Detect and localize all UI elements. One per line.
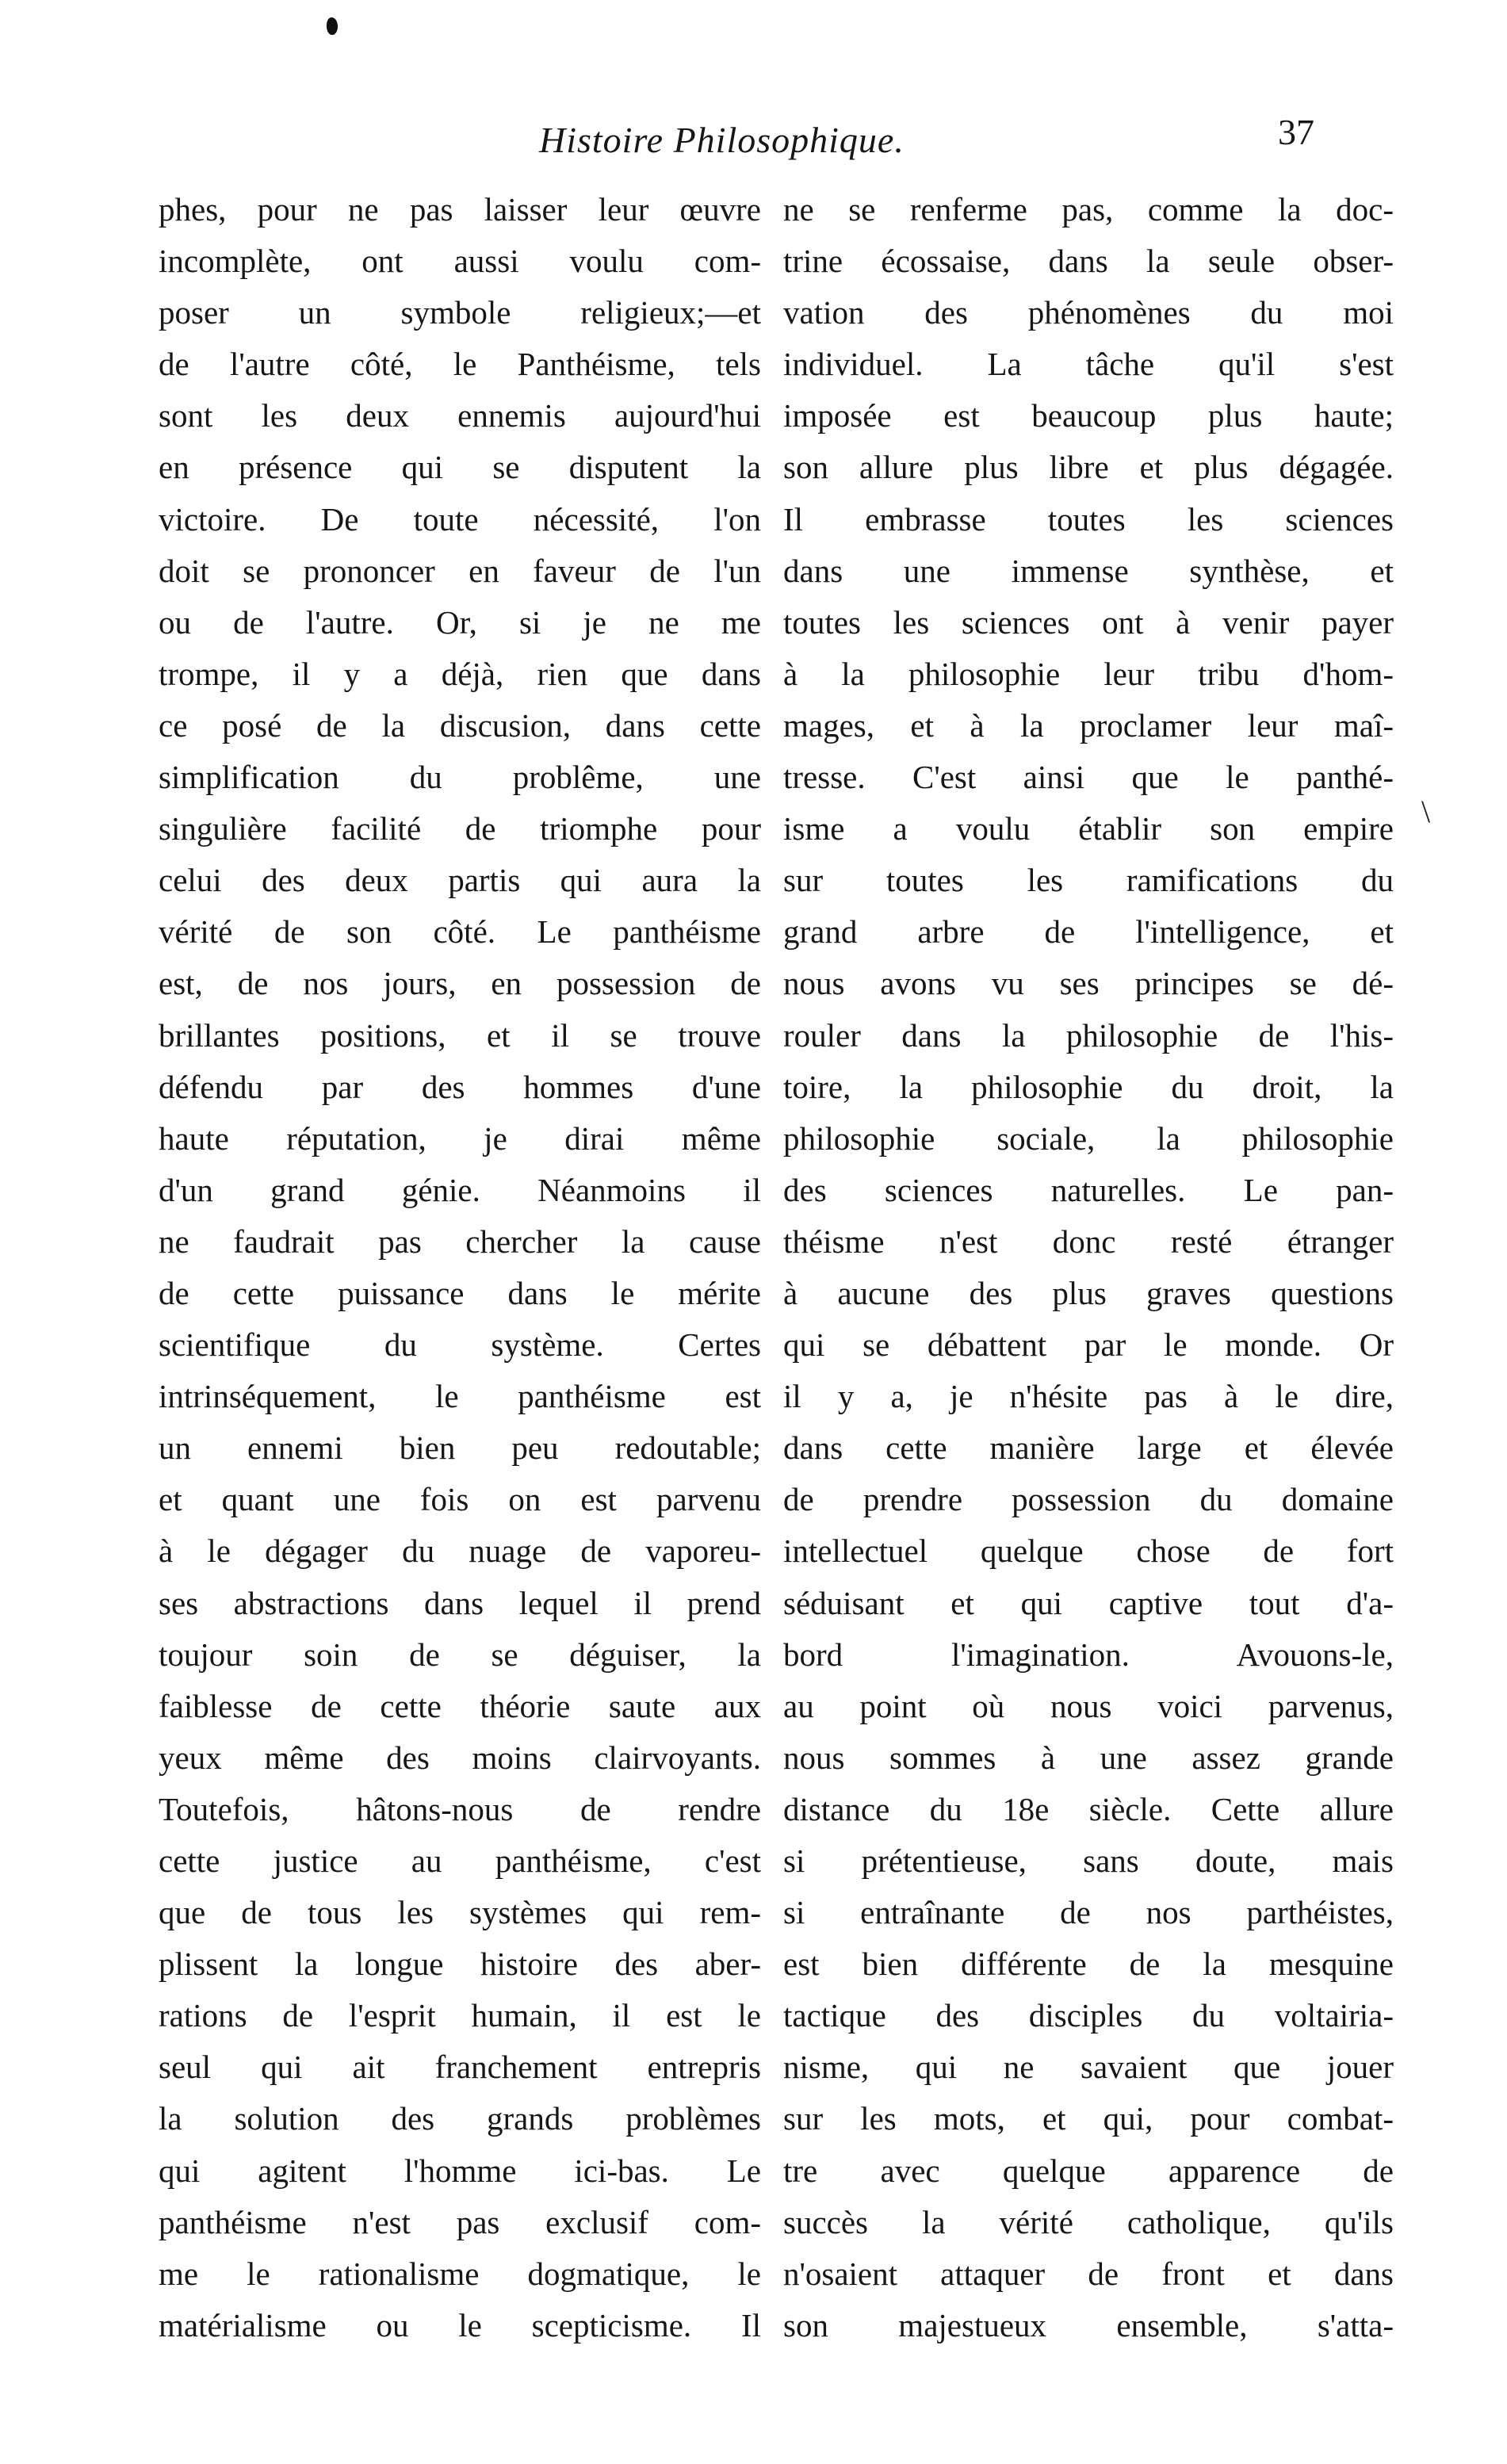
text-line: nous avons vu ses principes se dé-: [783, 965, 1394, 1002]
text-line: toujour soin de se déguiser, la: [159, 1636, 761, 1673]
right-text-column: [783, 184, 1394, 2351]
text-line: n'osaient attaquer de front et dans: [783, 2255, 1394, 2292]
text-line: philosophie sociale, la philosophie: [783, 1119, 1394, 1157]
text-line: qui agitent l'homme ici-bas. Le: [159, 2152, 761, 2189]
text-line: dans une immense synthèse, et: [783, 552, 1394, 589]
text-line: qui se débattent par le monde. Or: [783, 1326, 1394, 1364]
text-line: de prendre possession du domaine: [783, 1481, 1394, 1518]
text-line: poser un symbole religieux;—et: [159, 294, 761, 331]
text-line: si prétentieuse, sans doute, mais: [783, 1842, 1394, 1879]
margin-mark: \: [1421, 794, 1431, 829]
text-line: brillantes positions, et il se trouve: [159, 1016, 761, 1054]
text-line: mages, et à la proclamer leur maî-: [783, 706, 1394, 744]
text-line: me le rationalisme dogmatique, le: [159, 2255, 761, 2292]
text-line: tactique des disciples du voltairia-: [783, 1997, 1394, 2034]
text-line: individuel. La tâche qu'il s'est: [783, 346, 1394, 383]
text-line: distance du 18e siècle. Cette allure: [783, 1790, 1394, 1827]
text-line: ne faudrait pas chercher la cause: [159, 1222, 761, 1260]
text-line: est, de nos jours, en possession de: [159, 965, 761, 1002]
ink-speck: [327, 17, 338, 35]
text-line: singulière facilité de triomphe pour: [159, 810, 761, 847]
text-line: à aucune des plus graves questions: [783, 1274, 1394, 1311]
text-line: à la philosophie leur tribu d'hom-: [783, 655, 1394, 692]
text-line: tre avec quelque apparence de: [783, 2152, 1394, 2189]
text-line: en présence qui se disputent la: [159, 449, 761, 486]
text-line: vation des phénomènes du moi: [783, 294, 1394, 331]
text-line: Il embrasse toutes les sciences: [783, 500, 1394, 538]
text-line: grand arbre de l'intelligence, et: [783, 913, 1394, 951]
text-line: que de tous les systèmes qui rem-: [159, 1894, 761, 1931]
text-line: vérité de son côté. Le panthéisme: [159, 913, 761, 951]
text-line: tresse. C'est ainsi que le panthé-: [783, 759, 1394, 796]
text-line: scientifique du système. Certes: [159, 1326, 761, 1364]
left-text-column: [159, 184, 761, 2351]
text-line: au point où nous voici parvenus,: [783, 1687, 1394, 1724]
text-line: toire, la philosophie du droit, la: [783, 1068, 1394, 1105]
text-line: nous sommes à une assez grande: [783, 1739, 1394, 1776]
text-line: imposée est beaucoup plus haute;: [783, 397, 1394, 434]
text-line: séduisant et qui captive tout d'a-: [783, 1584, 1394, 1621]
text-line: intrinséquement, le panthéisme est: [159, 1378, 761, 1415]
text-line: toutes les sciences ont à venir payer: [783, 603, 1394, 641]
text-line: victoire. De toute nécessité, l'on: [159, 500, 761, 538]
text-line: plissent la longue histoire des aber-: [159, 1946, 761, 1983]
text-line: ou de l'autre. Or, si je ne me: [159, 603, 761, 641]
text-line: est bien différente de la mesquine: [783, 1946, 1394, 1983]
text-line: ce posé de la discusion, dans cette: [159, 706, 761, 744]
text-line: succès la vérité catholique, qu'ils: [783, 2203, 1394, 2240]
text-line: faiblesse de cette théorie saute aux: [159, 1687, 761, 1724]
text-line: sur les mots, et qui, pour combat-: [783, 2100, 1394, 2137]
text-line: des sciences naturelles. Le pan-: [783, 1171, 1394, 1208]
text-line: dans cette manière large et élevée: [783, 1429, 1394, 1467]
text-line: haute réputation, je dirai même: [159, 1119, 761, 1157]
text-line: défendu par des hommes d'une: [159, 1068, 761, 1105]
text-line: de cette puissance dans le mérite: [159, 1274, 761, 1311]
page-number: 37: [1278, 112, 1314, 152]
text-line: il y a, je n'hésite pas à le dire,: [783, 1378, 1394, 1415]
text-line: intellectuel quelque chose de fort: [783, 1532, 1394, 1570]
text-line: trine écossaise, dans la seule obser-: [783, 243, 1394, 280]
text-line: son allure plus libre et plus dégagée.: [783, 449, 1394, 486]
text-line: isme a voulu établir son empire: [783, 810, 1394, 847]
running-header-title: Histoire Philosophique.: [539, 120, 905, 160]
text-line: nisme, qui ne savaient que jouer: [783, 2049, 1394, 2086]
text-line: simplification du problême, une: [159, 759, 761, 796]
text-line: la solution des grands problèmes: [159, 2100, 761, 2137]
text-line: un ennemi bien peu redoutable;: [159, 1429, 761, 1467]
text-line: rouler dans la philosophie de l'his-: [783, 1016, 1394, 1054]
text-line: panthéisme n'est pas exclusif com-: [159, 2203, 761, 2240]
text-line: matérialisme ou le scepticisme. Il: [159, 2306, 761, 2343]
text-line: bord l'imagination. Avouons-le,: [783, 1636, 1394, 1673]
text-line: yeux même des moins clairvoyants.: [159, 1739, 761, 1776]
text-line: seul qui ait franchement entrepris: [159, 2049, 761, 2086]
text-line: sont les deux ennemis aujourd'hui: [159, 397, 761, 434]
text-line: sur toutes les ramifications du: [783, 862, 1394, 899]
text-line: trompe, il y a déjà, rien que dans: [159, 655, 761, 692]
text-line: doit se prononcer en faveur de l'un: [159, 552, 761, 589]
text-line: à le dégager du nuage de vaporeu-: [159, 1532, 761, 1570]
text-line: ne se renferme pas, comme la doc-: [783, 191, 1394, 228]
text-line: ses abstractions dans lequel il prend: [159, 1584, 761, 1621]
text-line: celui des deux partis qui aura la: [159, 862, 761, 899]
text-line: rations de l'esprit humain, il est le: [159, 1997, 761, 2034]
text-line: si entraînante de nos parthéistes,: [783, 1894, 1394, 1931]
text-line: théisme n'est donc resté étranger: [783, 1222, 1394, 1260]
text-line: et quant une fois on est parvenu: [159, 1481, 761, 1518]
text-line: phes, pour ne pas laisser leur œuvre: [159, 191, 761, 228]
text-line: d'un grand génie. Néanmoins il: [159, 1171, 761, 1208]
text-line: Toutefois, hâtons-nous de rendre: [159, 1790, 761, 1827]
text-line: de l'autre côté, le Panthéisme, tels: [159, 346, 761, 383]
text-line: incomplète, ont aussi voulu com-: [159, 243, 761, 280]
text-line: cette justice au panthéisme, c'est: [159, 1842, 761, 1879]
text-line: son majestueux ensemble, s'atta-: [783, 2306, 1394, 2343]
